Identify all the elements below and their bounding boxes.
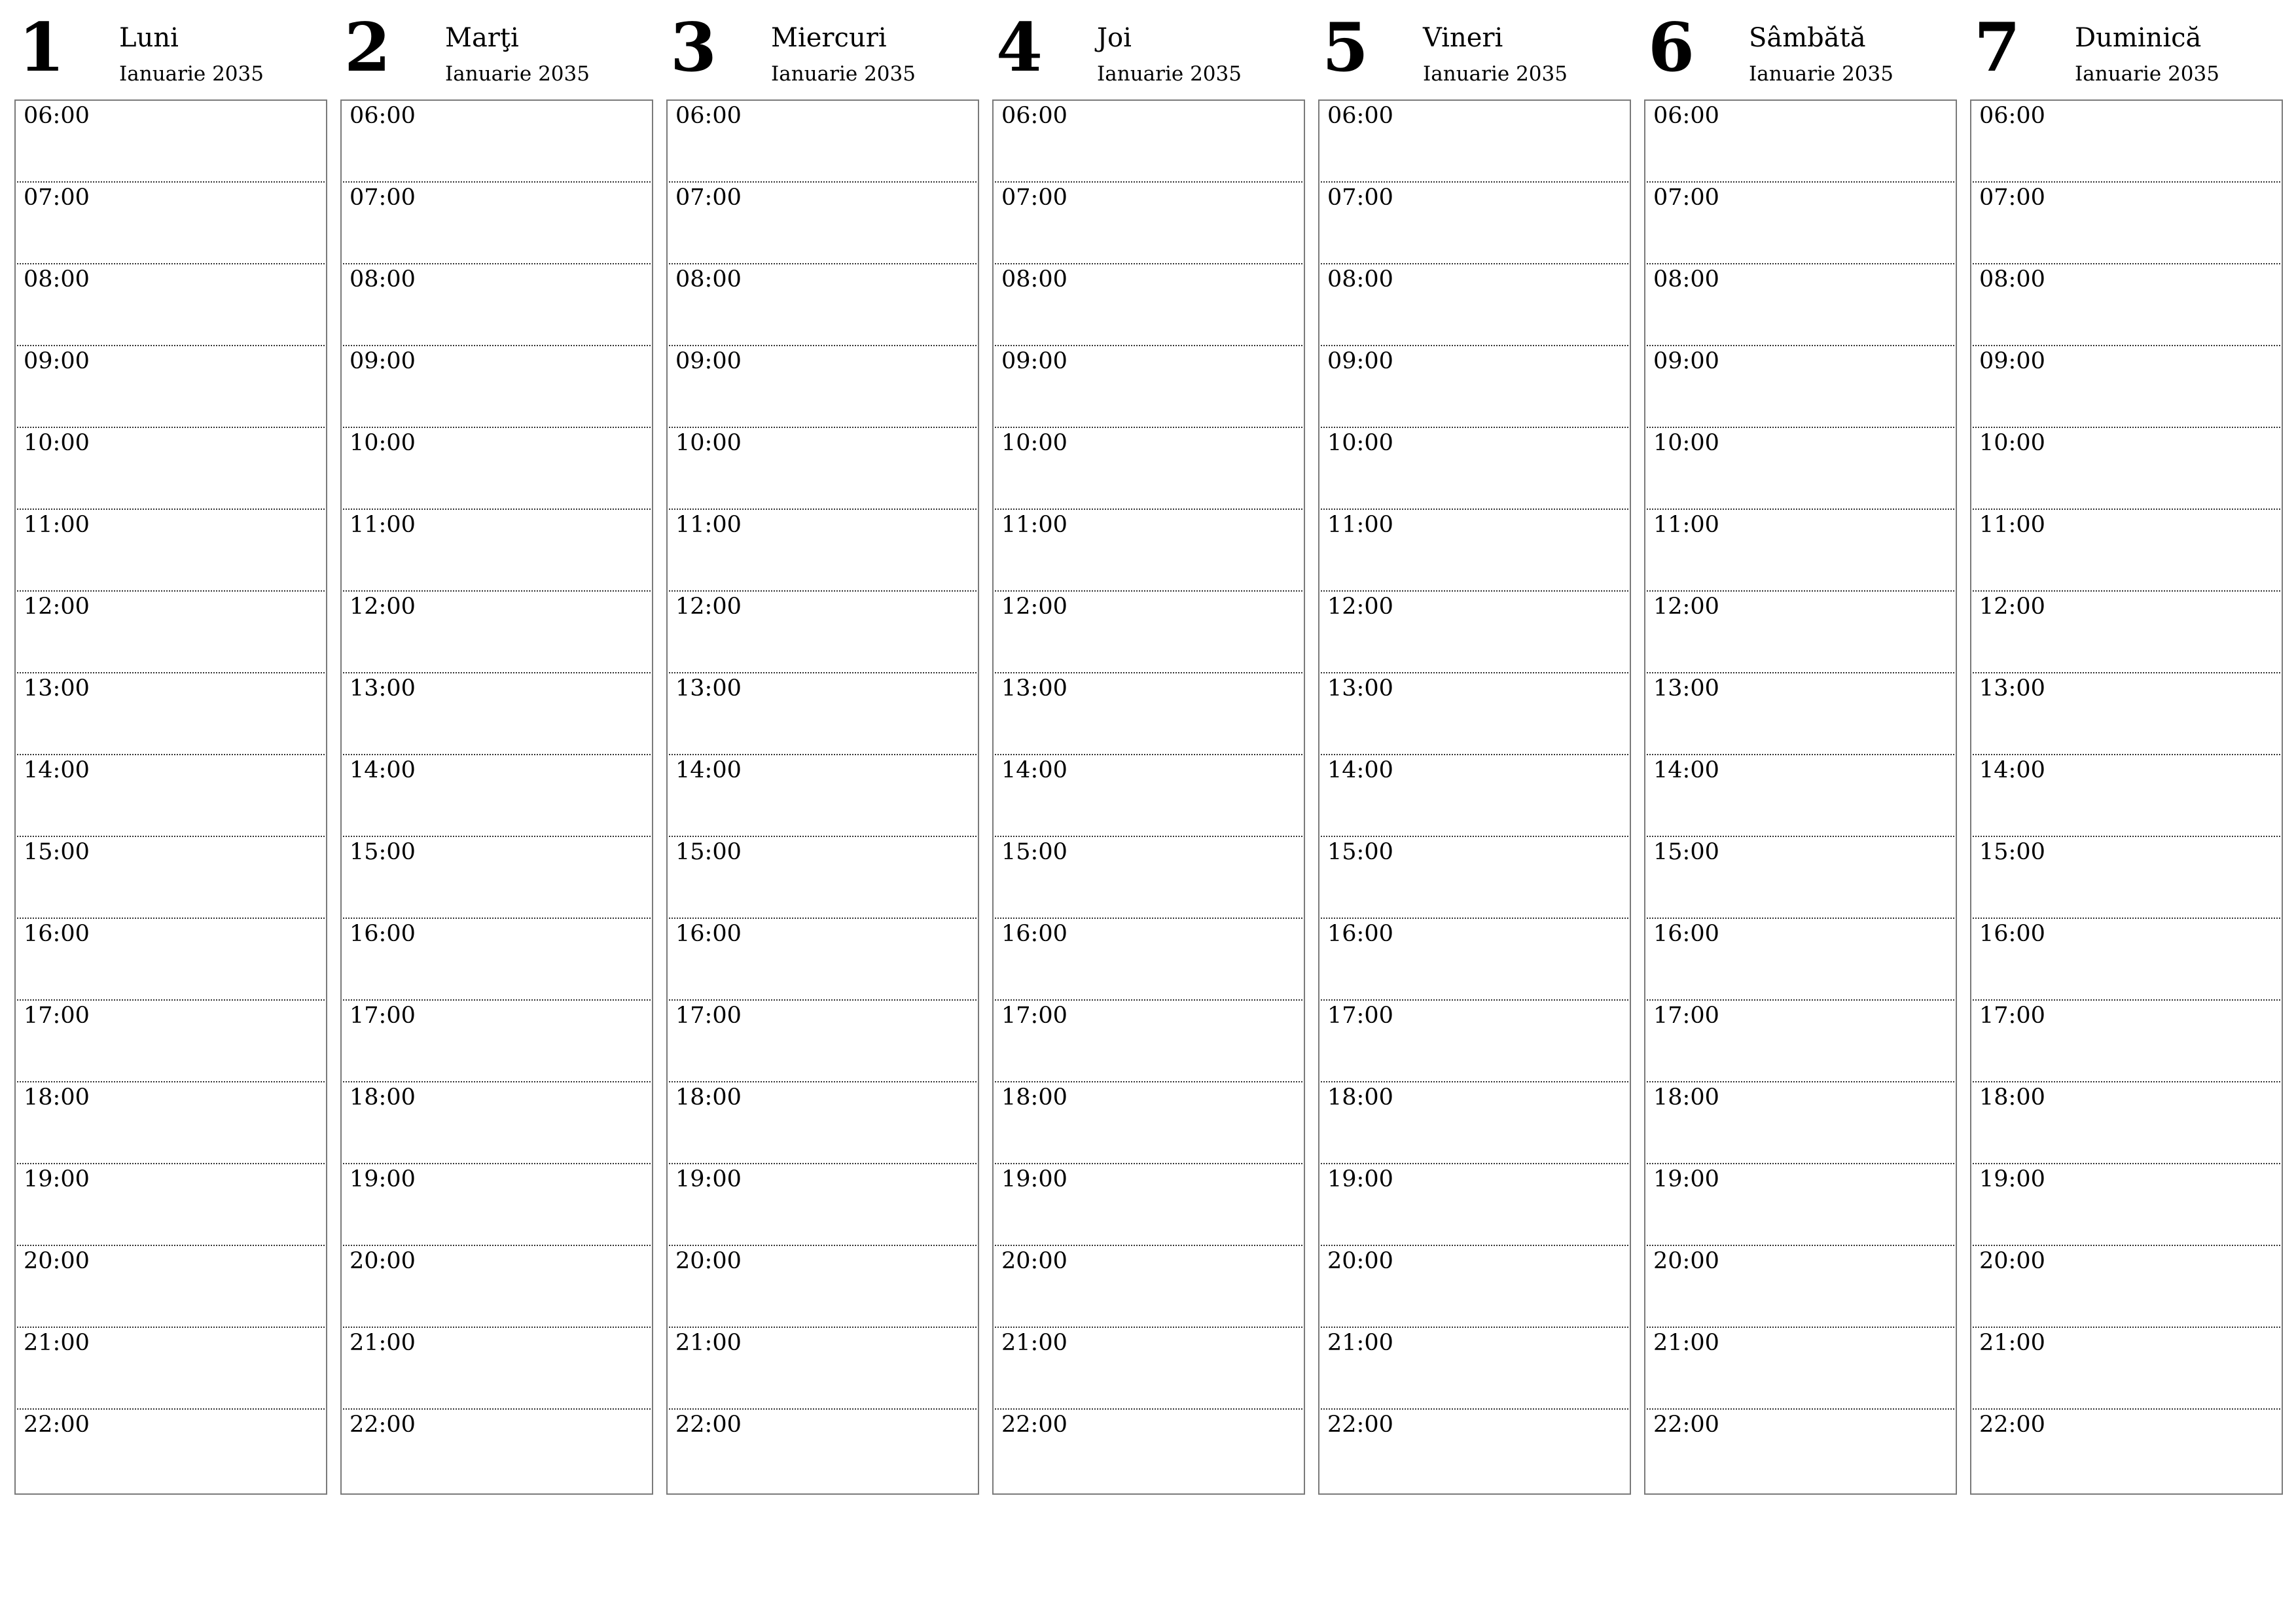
day-header [666,0,979,99]
time-slot[interactable] [1647,264,1954,346]
time-slot-label: 22:00 [350,1412,416,1438]
time-slot[interactable] [1647,755,1954,837]
time-slot[interactable] [995,428,1302,510]
time-slot[interactable] [1973,510,2280,592]
time-slot[interactable] [343,101,651,183]
time-slot-label: 06:00 [1979,103,2045,129]
day-schedule-box [340,99,653,1495]
day-month: Ianuarie 2035 [1749,62,1893,86]
time-slot[interactable] [1321,510,1628,592]
time-slot-label: 12:00 [1327,594,1393,620]
time-slot-label: 09:00 [1001,348,1067,374]
time-slot[interactable] [1647,1164,1954,1246]
time-slot-label: 13:00 [24,675,90,702]
time-slot[interactable] [669,346,977,428]
time-slot-label: 12:00 [24,594,90,620]
time-slot-label: 21:00 [1327,1330,1393,1356]
time-slot-label: 19:00 [350,1166,416,1192]
time-slot-label: 20:00 [1979,1248,2045,1274]
time-slot-label: 20:00 [1653,1248,1719,1274]
day-name: Miercuri [771,23,887,53]
time-slot-label: 10:00 [350,430,416,456]
time-slot[interactable] [1647,1410,1954,1491]
time-slot-label: 14:00 [1653,757,1719,783]
time-slot[interactable] [1321,1164,1628,1246]
day-column [14,0,327,1438]
time-slot-label: 08:00 [675,266,742,293]
time-slot-label: 20:00 [675,1248,742,1274]
time-slot[interactable] [1321,1328,1628,1410]
time-slot[interactable] [17,755,325,837]
day-header [340,0,653,99]
time-slot-label: 18:00 [1327,1084,1393,1111]
time-slot-label: 12:00 [675,594,742,620]
time-slot[interactable] [1321,1082,1628,1164]
time-slot-label: 07:00 [1327,185,1393,211]
time-slot[interactable] [995,673,1302,755]
time-slot[interactable] [1647,101,1954,183]
time-slot[interactable] [995,592,1302,673]
time-slot[interactable] [1321,183,1628,264]
time-slot[interactable] [995,837,1302,919]
day-name: Joi [1097,23,1132,53]
time-slot[interactable] [17,1082,325,1164]
time-slot-label: 19:00 [1327,1166,1393,1192]
time-slot-label: 13:00 [1979,675,2045,702]
time-slot-label: 11:00 [1653,512,1719,538]
time-slot[interactable] [1647,673,1954,755]
time-slot-label: 09:00 [350,348,416,374]
time-slot[interactable] [343,1001,651,1082]
day-schedule-box [1318,99,1631,1495]
time-slot-label: 06:00 [24,103,90,129]
time-slot-label: 19:00 [1979,1166,2045,1192]
time-slot[interactable] [995,755,1302,837]
time-slot[interactable] [1647,1328,1954,1410]
day-column [340,0,653,1438]
time-slot-label: 11:00 [675,512,742,538]
time-slot-label: 12:00 [1001,594,1067,620]
time-slot-label: 14:00 [1979,757,2045,783]
time-slot-label: 17:00 [1001,1003,1067,1029]
time-slot-label: 17:00 [350,1003,416,1029]
time-slot-label: 11:00 [350,512,416,538]
day-number: 3 [670,9,717,87]
time-slot[interactable] [17,592,325,673]
time-slot-label: 08:00 [350,266,416,293]
time-slot-label: 17:00 [675,1003,742,1029]
time-slot[interactable] [17,510,325,592]
time-slot[interactable] [1647,919,1954,1001]
time-slot-label: 20:00 [24,1248,90,1274]
time-slot-label: 15:00 [24,839,90,865]
time-slot-label: 17:00 [1979,1003,2045,1029]
time-slot-label: 14:00 [675,757,742,783]
time-slot-label: 12:00 [350,594,416,620]
time-slot-label: 16:00 [24,921,90,947]
time-slot[interactable] [17,428,325,510]
time-slot[interactable] [1973,673,2280,755]
time-slot-label: 08:00 [1979,266,2045,293]
time-slot[interactable] [1973,101,2280,183]
time-slot[interactable] [669,1410,977,1491]
time-slot-label: 09:00 [24,348,90,374]
time-slot-label: 13:00 [350,675,416,702]
day-header [1318,0,1631,99]
time-slot[interactable] [669,1246,977,1328]
day-header [14,0,327,99]
time-slot[interactable] [669,183,977,264]
time-slot[interactable] [1973,1164,2280,1246]
time-slot[interactable] [669,592,977,673]
time-slot-label: 14:00 [1327,757,1393,783]
time-slot[interactable] [1973,1246,2280,1328]
time-slot[interactable] [669,264,977,346]
time-slot[interactable] [1321,755,1628,837]
time-slot[interactable] [1647,183,1954,264]
time-slot-label: 11:00 [24,512,90,538]
day-number: 7 [1974,9,2020,87]
time-slot-label: 19:00 [675,1166,742,1192]
time-slot[interactable] [669,428,977,510]
time-slot[interactable] [343,346,651,428]
day-number: 5 [1322,9,1369,87]
time-slot[interactable] [1973,837,2280,919]
time-slot-label: 18:00 [24,1084,90,1111]
time-slot[interactable] [669,673,977,755]
time-slot-label: 06:00 [1327,103,1393,129]
time-slot[interactable] [995,510,1302,592]
time-slot[interactable] [343,1410,651,1491]
time-slot[interactable] [1647,428,1954,510]
time-slot-label: 11:00 [1979,512,2045,538]
time-slot[interactable] [995,101,1302,183]
time-slot[interactable] [995,1082,1302,1164]
time-slot[interactable] [995,1001,1302,1082]
time-slot-label: 15:00 [1327,839,1393,865]
time-slot-label: 06:00 [350,103,416,129]
time-slot-label: 10:00 [24,430,90,456]
time-slot-label: 11:00 [1001,512,1067,538]
time-slot[interactable] [995,1246,1302,1328]
time-slot-label: 07:00 [1979,185,2045,211]
day-number: 4 [996,9,1043,87]
time-slot[interactable] [1321,1246,1628,1328]
day-number: 1 [18,9,65,87]
time-slot[interactable] [343,1164,651,1246]
day-month: Ianuarie 2035 [119,62,264,86]
time-slot[interactable] [1321,1001,1628,1082]
time-slot[interactable] [1973,592,2280,673]
time-slot[interactable] [669,837,977,919]
time-slot[interactable] [17,1246,325,1328]
day-number: 2 [344,9,391,87]
time-slot[interactable] [1321,101,1628,183]
time-slot[interactable] [1647,592,1954,673]
time-slot[interactable] [1647,1082,1954,1164]
time-slot-label: 17:00 [1653,1003,1719,1029]
time-slot-label: 10:00 [1001,430,1067,456]
day-month: Ianuarie 2035 [445,62,590,86]
day-header [1970,0,2283,99]
time-slot-label: 18:00 [675,1084,742,1111]
time-slot-label: 17:00 [1327,1003,1393,1029]
time-slot-label: 10:00 [1653,430,1719,456]
time-slot-label: 10:00 [1327,430,1393,456]
time-slot-label: 18:00 [1653,1084,1719,1111]
time-slot-label: 13:00 [1001,675,1067,702]
time-slot[interactable] [17,1410,325,1491]
time-slot-label: 06:00 [1001,103,1067,129]
time-slot-label: 07:00 [1001,185,1067,211]
time-slot[interactable] [1321,673,1628,755]
time-slot[interactable] [1973,755,2280,837]
time-slot[interactable] [343,592,651,673]
time-slot-label: 16:00 [350,921,416,947]
day-header [992,0,1305,99]
day-column [1318,0,1631,1438]
time-slot-label: 15:00 [1001,839,1067,865]
time-slot-label: 13:00 [1327,675,1393,702]
time-slot-label: 09:00 [675,348,742,374]
time-slot-label: 09:00 [1979,348,2045,374]
time-slot[interactable] [17,919,325,1001]
time-slot[interactable] [343,1082,651,1164]
time-slot[interactable] [995,919,1302,1001]
time-slot[interactable] [995,346,1302,428]
time-slot[interactable] [669,755,977,837]
time-slot-label: 17:00 [24,1003,90,1029]
time-slot-label: 18:00 [350,1084,416,1111]
time-slot-label: 21:00 [1001,1330,1067,1356]
time-slot-label: 15:00 [675,839,742,865]
time-slot-label: 07:00 [24,185,90,211]
time-slot[interactable] [1973,346,2280,428]
time-slot-label: 13:00 [675,675,742,702]
day-header [1644,0,1957,99]
time-slot[interactable] [343,1328,651,1410]
time-slot[interactable] [1973,1328,2280,1410]
time-slot-label: 12:00 [1653,594,1719,620]
time-slot[interactable] [17,346,325,428]
time-slot[interactable] [343,183,651,264]
time-slot[interactable] [343,755,651,837]
day-schedule-box [1970,99,2283,1495]
time-slot[interactable] [17,837,325,919]
time-slot-label: 21:00 [24,1330,90,1356]
day-month: Ianuarie 2035 [771,62,916,86]
time-slot[interactable] [995,183,1302,264]
day-schedule-box [992,99,1305,1495]
time-slot[interactable] [995,1410,1302,1491]
time-slot[interactable] [1321,346,1628,428]
time-slot[interactable] [343,1246,651,1328]
time-slot[interactable] [1973,919,2280,1001]
time-slot[interactable] [669,919,977,1001]
time-slot-label: 16:00 [1979,921,2045,947]
day-name: Luni [119,23,179,53]
day-column [666,0,979,1438]
time-slot-label: 21:00 [1653,1330,1719,1356]
time-slot-label: 22:00 [675,1412,742,1438]
day-month: Ianuarie 2035 [2075,62,2219,86]
time-slot-label: 15:00 [350,839,416,865]
time-slot-label: 08:00 [24,266,90,293]
time-slot[interactable] [669,1328,977,1410]
time-slot-label: 15:00 [1653,839,1719,865]
time-slot[interactable] [343,264,651,346]
day-name: Sâmbătă [1749,23,1866,53]
time-slot[interactable] [17,673,325,755]
time-slot[interactable] [669,101,977,183]
day-month: Ianuarie 2035 [1097,62,1242,86]
time-slot-label: 08:00 [1327,266,1393,293]
day-month: Ianuarie 2035 [1423,62,1568,86]
time-slot-label: 08:00 [1001,266,1067,293]
time-slot[interactable] [17,1001,325,1082]
time-slot[interactable] [669,1082,977,1164]
time-slot[interactable] [17,183,325,264]
time-slot-label: 09:00 [1653,348,1719,374]
time-slot-label: 06:00 [675,103,742,129]
time-slot[interactable] [1321,919,1628,1001]
time-slot-label: 16:00 [1653,921,1719,947]
day-number: 6 [1648,9,1695,87]
time-slot[interactable] [1973,1410,2280,1491]
time-slot-label: 07:00 [1653,185,1719,211]
time-slot[interactable] [1973,183,2280,264]
time-slot[interactable] [1973,1001,2280,1082]
time-slot-label: 19:00 [1653,1166,1719,1192]
time-slot[interactable] [343,510,651,592]
day-name: Duminică [2075,23,2202,53]
time-slot-label: 21:00 [675,1330,742,1356]
time-slot-label: 19:00 [1001,1166,1067,1192]
time-slot-label: 21:00 [350,1330,416,1356]
time-slot[interactable] [669,1001,977,1082]
time-slot-label: 11:00 [1327,512,1393,538]
time-slot-label: 07:00 [350,185,416,211]
day-name: Vineri [1423,23,1503,53]
day-schedule-box [666,99,979,1495]
time-slot-label: 16:00 [1327,921,1393,947]
time-slot-label: 09:00 [1327,348,1393,374]
time-slot[interactable] [343,673,651,755]
time-slot[interactable] [1647,837,1954,919]
time-slot-label: 20:00 [350,1248,416,1274]
time-slot[interactable] [1321,592,1628,673]
time-slot[interactable] [1321,1410,1628,1491]
time-slot-label: 16:00 [675,921,742,947]
time-slot[interactable] [1647,1246,1954,1328]
time-slot-label: 08:00 [1653,266,1719,293]
time-slot-label: 07:00 [675,185,742,211]
time-slot[interactable] [995,1328,1302,1410]
time-slot[interactable] [1321,264,1628,346]
time-slot[interactable] [343,428,651,510]
time-slot[interactable] [17,264,325,346]
time-slot-label: 13:00 [1653,675,1719,702]
time-slot[interactable] [669,1164,977,1246]
time-slot-label: 14:00 [1001,757,1067,783]
time-slot-label: 10:00 [675,430,742,456]
time-slot[interactable] [1973,428,2280,510]
time-slot-label: 21:00 [1979,1330,2045,1356]
time-slot-label: 18:00 [1001,1084,1067,1111]
time-slot-label: 19:00 [24,1166,90,1192]
day-name: Marţi [445,23,519,53]
time-slot-label: 18:00 [1979,1084,2045,1111]
time-slot[interactable] [1973,1082,2280,1164]
time-slot[interactable] [1321,837,1628,919]
time-slot-label: 06:00 [1653,103,1719,129]
time-slot[interactable] [1647,510,1954,592]
time-slot[interactable] [343,919,651,1001]
day-schedule-box [14,99,327,1495]
time-slot-label: 22:00 [1001,1412,1067,1438]
time-slot-label: 14:00 [24,757,90,783]
time-slot-label: 16:00 [1001,921,1067,947]
time-slot[interactable] [669,510,977,592]
time-slot-label: 22:00 [1979,1412,2045,1438]
time-slot-label: 22:00 [1327,1412,1393,1438]
time-slot[interactable] [995,264,1302,346]
time-slot-label: 10:00 [1979,430,2045,456]
time-slot[interactable] [1647,1001,1954,1082]
time-slot[interactable] [1973,264,2280,346]
time-slot-label: 15:00 [1979,839,2045,865]
time-slot[interactable] [343,837,651,919]
time-slot[interactable] [17,101,325,183]
time-slot[interactable] [1321,428,1628,510]
time-slot-label: 22:00 [24,1412,90,1438]
time-slot[interactable] [17,1328,325,1410]
day-schedule-box [1644,99,1957,1495]
time-slot-label: 22:00 [1653,1412,1719,1438]
time-slot-label: 20:00 [1327,1248,1393,1274]
time-slot[interactable] [17,1164,325,1246]
day-column [1644,0,1957,1438]
time-slot-label: 12:00 [1979,594,2045,620]
time-slot[interactable] [995,1164,1302,1246]
day-column [992,0,1305,1438]
time-slot-label: 20:00 [1001,1248,1067,1274]
time-slot[interactable] [1647,346,1954,428]
day-column [1970,0,2283,1438]
time-slot-label: 14:00 [350,757,416,783]
